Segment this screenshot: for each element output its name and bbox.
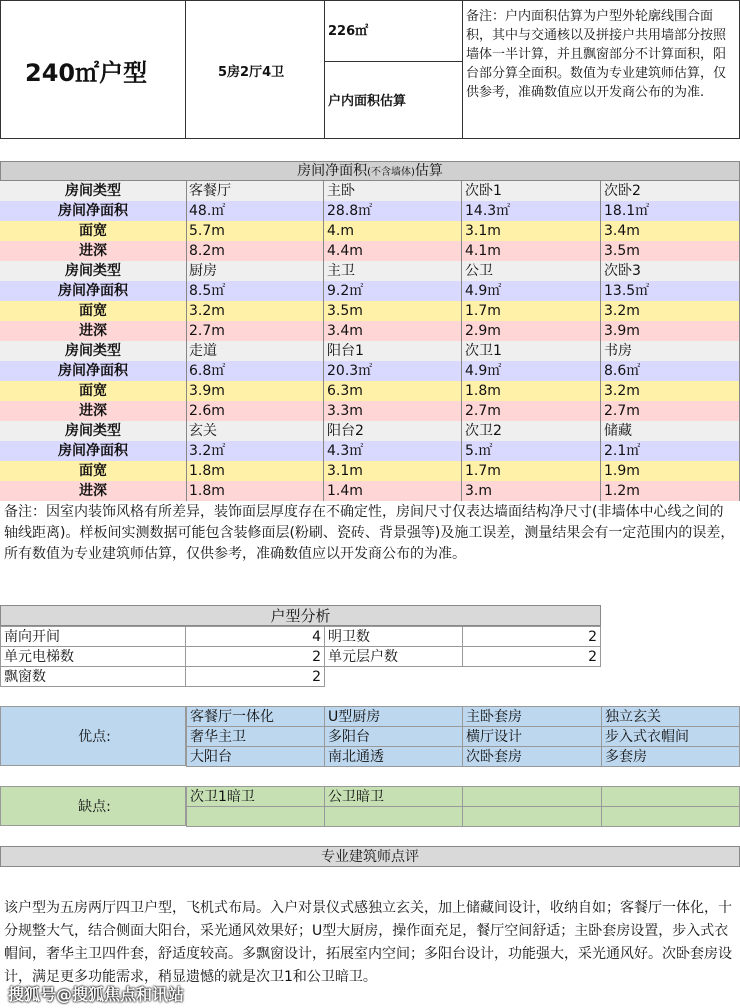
room-cell-type: 次卫1 <box>462 341 601 361</box>
room-cell-type: 次卫2 <box>462 421 601 441</box>
room-cell-width: 1.7m <box>462 461 601 481</box>
room-row-type <box>0 181 740 201</box>
analysis-cell-l2: 明卫数 <box>324 626 463 647</box>
pros-grid-item: 横厅设计 <box>462 726 602 747</box>
header-area-value-cell <box>324 0 463 62</box>
room-cell-depth: 2.6m <box>186 401 324 421</box>
room-cell-area: 9.2㎡ <box>324 281 462 301</box>
room-row-depth <box>0 241 740 261</box>
room-cell-depth: 4.1m <box>462 241 601 261</box>
room-cell-width: 3.2m <box>601 301 740 321</box>
room-cell-type: 阳台1 <box>324 341 462 361</box>
room-cell-area: 8.6㎡ <box>601 361 740 381</box>
room-cell-area: 2.1㎡ <box>601 441 740 461</box>
room-row-label: 房间净面积 <box>0 441 187 461</box>
analysis-cell-l1: 单元电梯数 <box>0 646 186 667</box>
pros-grid-item: 多套房 <box>601 746 740 767</box>
cons-grid-item <box>601 786 740 807</box>
analysis-cell-v1: 4 <box>185 626 325 647</box>
interior-area-value: 226㎡ <box>328 24 369 39</box>
pros-label: 优点: <box>78 729 111 745</box>
room-row-label: 进深 <box>0 481 187 501</box>
room-row-area <box>0 441 740 461</box>
pros-label-cell <box>0 706 186 766</box>
room-cell-depth: 3.5m <box>601 241 740 261</box>
room-row-area <box>0 201 740 221</box>
room-row-type <box>0 421 740 441</box>
rooms-section-title <box>0 161 740 181</box>
room-cell-width: 3.2m <box>186 301 324 321</box>
header-title-cell <box>0 0 186 139</box>
room-row-label: 进深 <box>0 321 187 341</box>
rooms-title-main: 房间净面积 <box>297 163 368 179</box>
analysis-cell-v1: 2 <box>185 646 325 667</box>
header-area-label-cell <box>324 61 463 139</box>
room-row-label: 房间净面积 <box>0 281 187 301</box>
analysis-cell-v2: 2 <box>462 646 601 667</box>
pros-grid-item: 大阳台 <box>186 746 325 767</box>
room-row-area <box>0 281 740 301</box>
room-cell-type: 次卧3 <box>601 261 740 281</box>
cons-grid-item <box>186 806 325 827</box>
analysis-cell-l2: 单元层户数 <box>324 646 463 667</box>
room-cell-type: 书房 <box>601 341 740 361</box>
room-row-depth <box>0 401 740 421</box>
room-row-area <box>0 361 740 381</box>
room-cell-width: 1.8m <box>186 461 324 481</box>
room-cell-depth: 2.7m <box>186 321 324 341</box>
room-cell-type: 走道 <box>186 341 324 361</box>
room-cell-type: 公卫 <box>462 261 601 281</box>
room-cell-area: 20.3㎡ <box>324 361 462 381</box>
room-cell-area: 14.3㎡ <box>462 201 601 221</box>
room-cell-width: 3.9m <box>186 381 324 401</box>
pros-grid-item: 南北通透 <box>324 746 463 767</box>
analysis-cell-v2: 2 <box>462 626 601 647</box>
pros-grid-item: 多阳台 <box>324 726 463 747</box>
room-cell-depth: 2.9m <box>462 321 601 341</box>
cons-grid-item: 次卫1暗卫 <box>186 786 325 807</box>
room-cell-depth: 3.9m <box>601 321 740 341</box>
room-cell-width: 3.2m <box>601 381 740 401</box>
cons-grid-item <box>462 786 602 807</box>
analysis-cell-v1: 2 <box>185 666 325 687</box>
cons-grid-item <box>324 806 463 827</box>
room-cell-width: 1.8m <box>462 381 601 401</box>
room-row-label: 面宽 <box>0 221 187 241</box>
interior-area-label: 户内面积估算 <box>328 94 407 109</box>
room-row-label: 进深 <box>0 401 187 421</box>
room-cell-type: 客餐厅 <box>186 181 324 201</box>
room-row-depth <box>0 481 740 501</box>
room-cell-depth: 4.4m <box>324 241 462 261</box>
room-row-width <box>0 461 740 481</box>
room-row-type <box>0 341 740 361</box>
room-cell-width: 5.7m <box>186 221 324 241</box>
unit-layout: 5房2厅4卫 <box>218 65 285 80</box>
room-cell-area: 8.5㎡ <box>186 281 324 301</box>
room-row-type <box>0 261 740 281</box>
rooms-title-small: (不含墙体) <box>367 167 415 178</box>
room-row-label: 房间类型 <box>0 421 187 441</box>
room-cell-depth: 1.4m <box>324 481 462 501</box>
pros-grid-item: 奢华主卫 <box>186 726 325 747</box>
unit-type-title: 240㎡户型 <box>25 59 148 87</box>
room-cell-width: 1.9m <box>601 461 740 481</box>
room-cell-type: 主卫 <box>324 261 462 281</box>
pros-grid-item: 主卧套房 <box>462 706 602 727</box>
room-cell-area: 6.8㎡ <box>186 361 324 381</box>
review-text: 该户型为五房两厅四卫户型，飞机式布局。入户对景仪式感独立玄关，加上储藏间设计，收纳自如；客餐厅一体化，十分规整大气，结合侧面大阳台，采光通风效果好；U型大厨房，操作面充足，餐厅空间舒适；主卧套房设置，步入式衣帽间，奢华主卫四件套，舒适度较高。多飘窗设计，拓展室内空间；多阳台设计，功能强大，采光通风好。次卧套房设计，满足更多功能需求，稍显遗憾的就是次卫1和公卫暗卫。 <box>4 900 732 985</box>
header-layout-cell <box>185 0 325 139</box>
room-cell-type: 主卧 <box>324 181 462 201</box>
room-row-label: 面宽 <box>0 461 187 481</box>
pros-grid-item: 次卧套房 <box>462 746 602 767</box>
room-row-depth <box>0 321 740 341</box>
rooms-note: 备注：因室内装饰风格有所差异，装饰面层厚度存在不确定性，房间尺寸仅表达墙面结构净尺寸(非墙体中心线之间的轴线距离)。样板间实测数据可能包含装修面层(粉刷、瓷砖、背景强等)及施工误差，测量结果会有一定范围内的误差，所有数值为专业建筑师估算，仅供参考，准确数值应以开发商公布的为准。 <box>4 504 735 562</box>
room-cell-depth: 1.8m <box>186 481 324 501</box>
room-row-width <box>0 301 740 321</box>
header-note: 备注：户内面积估算为户型外轮廓线围合面积，其中与交通核以及拼接户共用墙部分按照墙体一半计算，并且飘窗部分不计算面积，阳台部分算全面积。数值为专业建筑师估算，仅供参考，准确数值应以开发商公布的为准. <box>462 0 740 139</box>
room-cell-area: 48.㎡ <box>186 201 324 221</box>
room-row-label: 房间类型 <box>0 261 187 281</box>
room-cell-width: 4.m <box>324 221 462 241</box>
room-cell-area: 3.2㎡ <box>186 441 324 461</box>
room-cell-width: 3.1m <box>462 221 601 241</box>
room-cell-width: 6.3m <box>324 381 462 401</box>
room-cell-depth: 3.3m <box>324 401 462 421</box>
cons-label-cell <box>0 786 186 826</box>
room-row-label: 房间类型 <box>0 341 187 361</box>
room-row-width <box>0 221 740 241</box>
room-cell-type: 储藏 <box>601 421 740 441</box>
room-cell-area: 4.9㎡ <box>462 281 601 301</box>
room-cell-type: 次卧1 <box>462 181 601 201</box>
room-cell-depth: 3.4m <box>324 321 462 341</box>
room-cell-depth: 1.2m <box>601 481 740 501</box>
room-row-width <box>0 381 740 401</box>
watermark: 搜狐号@搜狐焦点和讯站 <box>8 985 185 1004</box>
room-row-label: 房间净面积 <box>0 201 187 221</box>
room-row-label: 房间净面积 <box>0 361 187 381</box>
room-cell-type: 厨房 <box>186 261 324 281</box>
room-cell-type: 玄关 <box>186 421 324 441</box>
room-row-label: 进深 <box>0 241 187 261</box>
pros-grid-item: 独立玄关 <box>601 706 740 727</box>
analysis-title: 户型分析 <box>0 605 601 626</box>
room-cell-width: 3.5m <box>324 301 462 321</box>
analysis-cell-l1: 南向开间 <box>0 626 186 647</box>
cons-label: 缺点: <box>78 799 111 815</box>
room-row-label: 面宽 <box>0 381 187 401</box>
cons-grid-item <box>462 806 602 827</box>
room-cell-width: 1.7m <box>462 301 601 321</box>
room-cell-depth: 3.m <box>462 481 601 501</box>
room-cell-area: 4.3㎡ <box>324 441 462 461</box>
room-cell-area: 18.1㎡ <box>601 201 740 221</box>
room-row-label: 房间类型 <box>0 181 187 201</box>
room-cell-type: 阳台2 <box>324 421 462 441</box>
review-title: 专业建筑师点评 <box>0 846 740 867</box>
room-cell-width: 3.1m <box>324 461 462 481</box>
cons-grid-item: 公卫暗卫 <box>324 786 463 807</box>
room-cell-depth: 2.7m <box>462 401 601 421</box>
room-cell-type: 次卧2 <box>601 181 740 201</box>
pros-grid-item: 步入式衣帽间 <box>601 726 740 747</box>
room-cell-area: 4.9㎡ <box>462 361 601 381</box>
pros-grid-item: U型厨房 <box>324 706 463 727</box>
rooms-title-suffix: 估算 <box>414 163 443 179</box>
room-cell-depth: 8.2m <box>186 241 324 261</box>
room-cell-width: 3.4m <box>601 221 740 241</box>
room-row-label: 面宽 <box>0 301 187 321</box>
room-cell-area: 13.5㎡ <box>601 281 740 301</box>
room-cell-depth: 2.7m <box>601 401 740 421</box>
analysis-cell-l1: 飘窗数 <box>0 666 186 687</box>
cons-grid-item <box>601 806 740 827</box>
pros-grid-item: 客餐厅一体化 <box>186 706 325 727</box>
room-cell-area: 28.8㎡ <box>324 201 462 221</box>
room-cell-area: 5.㎡ <box>462 441 601 461</box>
